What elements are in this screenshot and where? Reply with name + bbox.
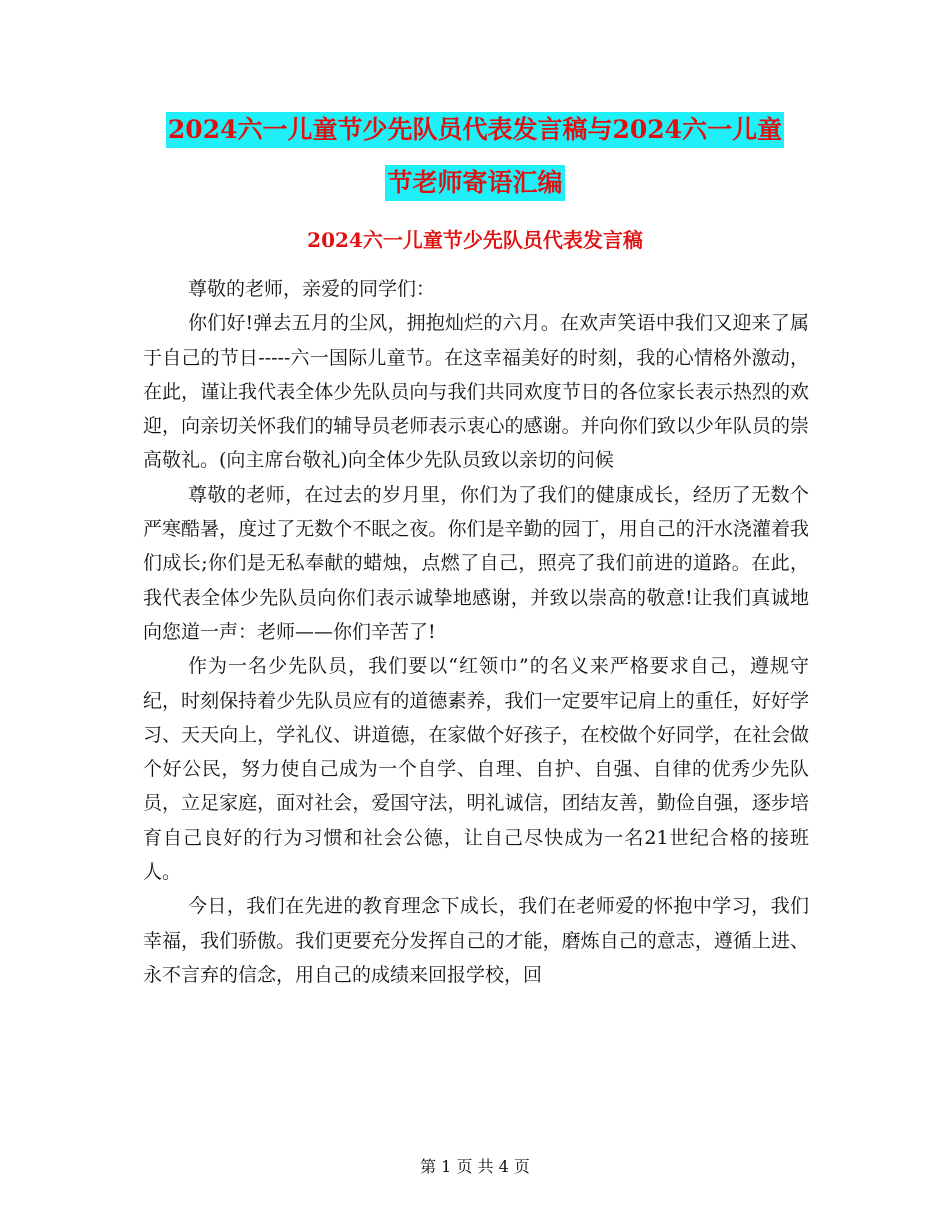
paragraph-greeting: 尊敬的老师，亲爱的同学们： — [188, 278, 436, 300]
document-title — [0, 112, 950, 201]
title-line-1: 2024六一儿童节少先队员代表发言稿与2024六一儿童 — [166, 112, 784, 148]
section-heading: 2024六一儿童节少先队员代表发言稿 — [307, 228, 643, 252]
body-text — [143, 272, 809, 992]
title-line-2: 节老师寄语汇编 — [385, 165, 564, 201]
page-footer: 第 1 页 共 4 页 — [420, 1157, 530, 1176]
paragraph: 尊敬的老师，在过去的岁月里，你们为了我们的健康成长，经历了无数个严寒酷暑，度过了无数个不眠之夜。你们是辛勤的园丁，用自己的汗水浇灌着我们成长;你们是无私奉献的蜡烛，点燃了自己，照亮了我们前进的道路。在此，我代表全体少先队员向你们表示诚挚地感谢，并致以崇高的敬意!让我们真诚地向您道一声：老师——你们辛苦了! — [143, 483, 809, 643]
paragraph: 作为一名少先队员，我们要以“红领巾”的名义来严格要求自己，遵规守纪，时刻保持着少先队员应有的道德素养，我们一定要牢记肩上的重任，好好学习、天天向上，学礼仪、讲道德，在家做个好孩子，在校做个好同学，在社会做个好公民，努力使自己成为一个自学、自理、自护、自强、自律的优秀少先队员，立足家庭，面对社会，爱国守法，明礼诚信，团结友善，勤俭自强，逐步培育自己良好的行为习惯和社会公德，让自己尽快成为一名21世纪合格的接班人。 — [143, 655, 809, 884]
paragraph: 今日，我们在先进的教育理念下成长，我们在老师爱的怀抱中学习，我们幸福，我们骄傲。我们更要充分发挥自己的才能，磨炼自己的意志，遵循上进、永不言弃的信念，用自己的成绩来回报学校，回 — [143, 895, 809, 986]
paragraph: 你们好!弹去五月的尘风，拥抱灿烂的六月。在欢声笑语中我们又迎来了属于自己的节日-----六一国际儿童节。在这幸福美好的时刻，我的心情格外激动，在此，谨让我代表全体少先队员向与我们共同欢度节日的各位家长表示热烈的欢迎，向亲切关怀我们的辅导员老师表示衷心的感谢。并向你们致以少年队员的崇高敬礼。(向主席台敬礼)向全体少先队员致以亲切的问候 — [143, 312, 809, 472]
